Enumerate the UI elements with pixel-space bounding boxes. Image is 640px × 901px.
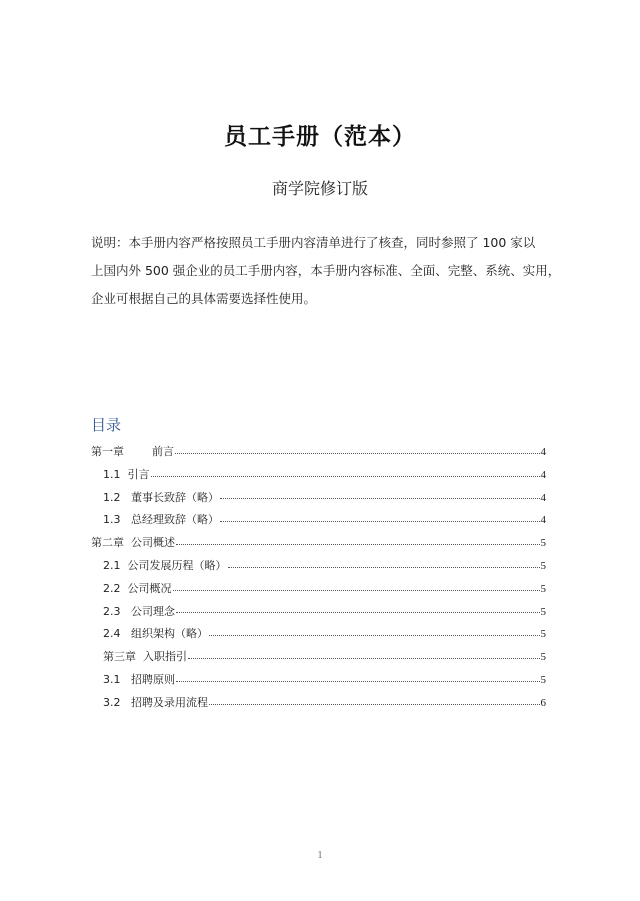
toc-entry-label: 3.2 招聘及录用流程 bbox=[103, 695, 208, 709]
toc-entry-page: 4 bbox=[540, 468, 546, 481]
toc-entry-label: 2.1 公司发展历程（略） bbox=[103, 558, 227, 572]
toc-leader-dots bbox=[209, 634, 540, 636]
toc-entry[interactable] bbox=[91, 487, 546, 510]
toc-leader-dots bbox=[188, 657, 540, 659]
toc-entry-page: 5 bbox=[540, 628, 546, 641]
toc-entry[interactable] bbox=[91, 509, 546, 532]
toc-entry[interactable] bbox=[91, 441, 546, 464]
toc-entry[interactable] bbox=[91, 623, 546, 646]
toc-entry[interactable] bbox=[91, 692, 546, 715]
toc-entry-label: 2.3 公司理念 bbox=[103, 604, 175, 618]
toc-leader-dots bbox=[151, 475, 540, 477]
toc-entry-page: 4 bbox=[540, 491, 546, 504]
toc-entry-label: 第二章 公司概述 bbox=[91, 536, 175, 550]
toc-heading: 目录 bbox=[91, 416, 122, 434]
toc-leader-dots bbox=[220, 497, 540, 499]
toc-entry-page: 5 bbox=[540, 559, 546, 572]
toc-entry-page: 5 bbox=[540, 605, 546, 618]
document-title: 员工手册（范本） bbox=[224, 124, 416, 150]
table-of-contents bbox=[91, 441, 546, 715]
intro-line: 上国内外 500 强企业的员工手册内容，本手册内容标准、全面、完整、系统、实用， bbox=[91, 263, 561, 278]
toc-entry-page: 6 bbox=[540, 696, 546, 709]
toc-entry-label: 1.3 总经理致辞（略） bbox=[103, 513, 219, 527]
toc-entry-page: 4 bbox=[540, 514, 546, 527]
toc-entry-label: 第一章 前言 bbox=[91, 445, 174, 458]
intro-line: 企业可根据自己的具体需要选择性使用。 bbox=[91, 291, 317, 306]
toc-entry-label: 第三章 入职指引 bbox=[103, 650, 187, 664]
toc-entry-label: 2.2 公司概况 bbox=[103, 581, 172, 595]
toc-entry-label: 2.4 组织架构（略） bbox=[103, 627, 208, 641]
toc-entry-page: 5 bbox=[540, 582, 546, 595]
toc-leader-dots bbox=[176, 680, 540, 682]
toc-leader-dots bbox=[228, 566, 540, 568]
toc-entry-page: 5 bbox=[540, 651, 546, 664]
document-subtitle: 商学院修订版 bbox=[271, 179, 368, 198]
toc-entry-page: 5 bbox=[540, 673, 546, 686]
intro-paragraph bbox=[91, 229, 561, 313]
toc-entry[interactable] bbox=[91, 532, 546, 555]
intro-line: 说明：本手册内容严格按照员工手册内容清单进行了核查，同时参照了 100 家以 bbox=[91, 235, 536, 250]
toc-entry-label: 1.1 引言 bbox=[103, 467, 150, 481]
toc-entry[interactable] bbox=[91, 669, 546, 692]
toc-leader-dots bbox=[173, 589, 540, 591]
toc-leader-dots bbox=[175, 452, 540, 454]
toc-entry-label: 3.1 招聘原则 bbox=[103, 672, 175, 686]
toc-entry-page: 4 bbox=[540, 446, 546, 458]
toc-entry[interactable] bbox=[91, 464, 546, 487]
toc-entry[interactable] bbox=[91, 601, 546, 624]
toc-leader-dots bbox=[220, 520, 540, 522]
toc-entry-page: 5 bbox=[540, 537, 546, 550]
toc-leader-dots bbox=[176, 543, 540, 545]
toc-entry-label: 1.2 董事长致辞（略） bbox=[103, 490, 219, 504]
toc-entry[interactable] bbox=[91, 646, 546, 669]
toc-entry[interactable] bbox=[91, 555, 546, 578]
toc-entry[interactable] bbox=[91, 578, 546, 601]
toc-leader-dots bbox=[176, 611, 540, 613]
toc-leader-dots bbox=[209, 703, 540, 705]
page-number: 1 bbox=[317, 850, 323, 861]
